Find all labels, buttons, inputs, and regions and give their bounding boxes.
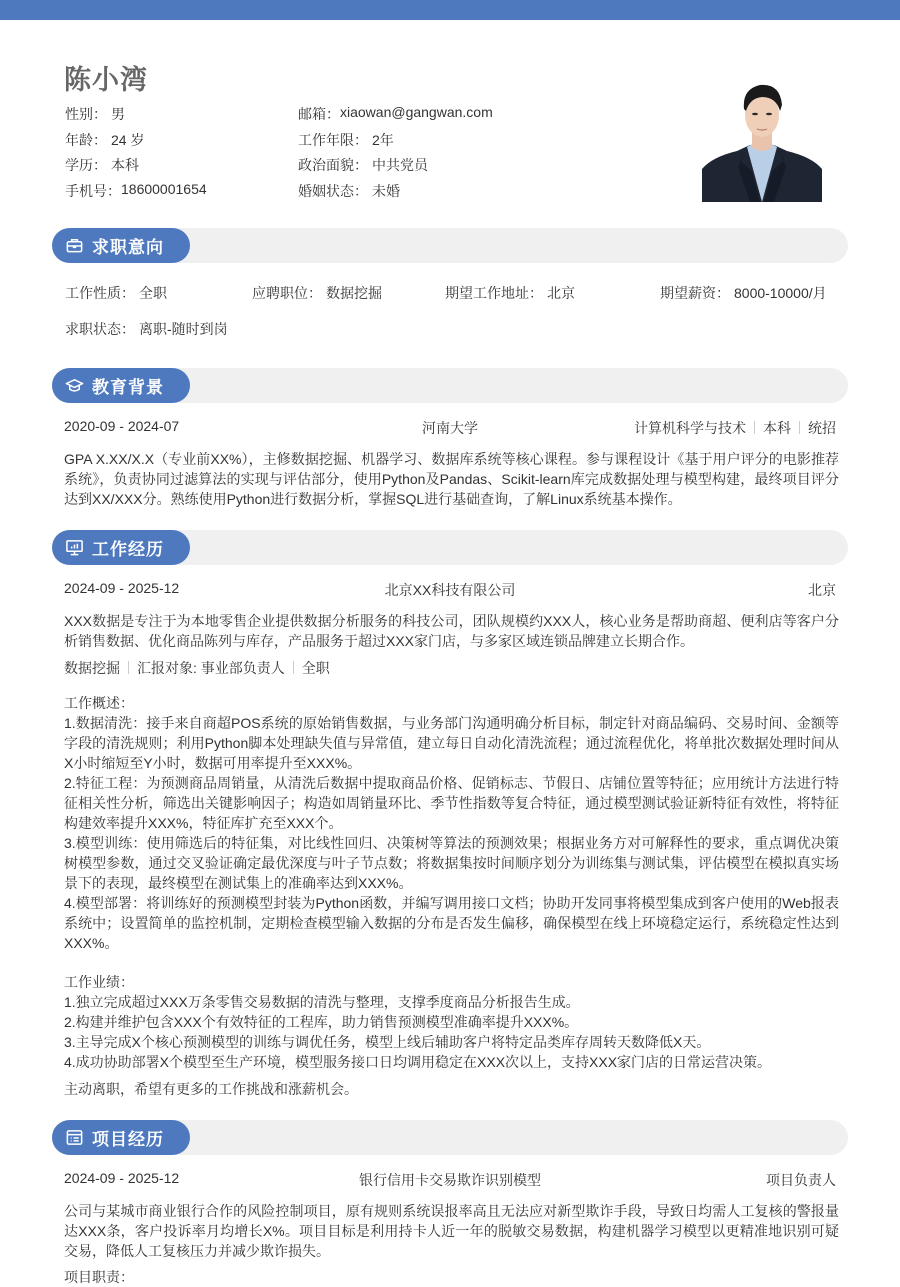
achievement-item: 4.成功协助部署X个模型至生产环境，模型服务接口日均调用稳定在XXX次以上，支持XXX家门店的日常运营决策。	[64, 1054, 772, 1070]
overview-item: 4.模型部署：将训练好的预测模型封装为Python函数，并编写调用接口文档；协助开发同事将模型集成到客户使用的Web报表系统中；设置简单的监控机制，定期检查模型输入数据的分布是否发生偏移，确保模型在线上环境稳定运行，系统稳定性达到XXX%。	[64, 895, 839, 951]
work-location: 北京	[808, 582, 836, 598]
section-title: 求职意向	[92, 238, 164, 257]
age-field: 年龄： 24 岁	[65, 131, 145, 148]
project-name: 银行信用卡交易欺诈识别模型	[359, 1172, 541, 1188]
section-pill	[52, 530, 190, 565]
section-title: 教育背景	[92, 378, 164, 397]
achievement-item: 3.主导完成X个核心预测模型的训练与调优任务，模型上线后辅助客户将特定品类库存周转天数降低X天。	[64, 1034, 711, 1050]
tag-work-type: 全职	[301, 660, 330, 676]
marital-status-field: 婚姻状态： 未婚	[298, 182, 400, 199]
section-header-education	[52, 368, 848, 403]
company-name: 北京XX科技有限公司	[384, 582, 516, 598]
section-header-work	[52, 530, 848, 565]
top-accent-bar	[0, 0, 900, 20]
overview-item: 3.模型训练：使用筛选后的特征集，对比线性回归、决策树等算法的预测效果；根据业务方对可解释性的要求，重点调优决策树模型参数，通过交叉验证确定最优深度与叶子节点数；将数据集按时间顺序划分为训练集与测试集，评估模型在模拟真实场景下的表现，最终模型在测试集上的准确率达到XXX%。	[64, 835, 839, 891]
work-type-field: 工作性质： 全职	[65, 285, 167, 301]
company-description: XXX数据是专注于为本地零售企业提供数据分析服务的科技公司，团队规模约XXX人，核心业务是帮助商超、便利店等客户分析销售数据、优化商品陈列与库存，产品服务于超过XXX家门店，与多家区域连锁品牌建立长期合作。	[64, 613, 839, 649]
political-status-field: 政治面貌： 中共党员	[298, 157, 428, 173]
section-pill	[52, 228, 190, 263]
tag-report-to: 汇报对象: 事业部负责人	[137, 660, 285, 676]
education-period: 2020-09 - 2024-07	[64, 418, 180, 434]
major: 计算机科学与技术	[634, 420, 746, 436]
enrollment-type: 统招	[808, 420, 836, 436]
basic-info	[65, 104, 665, 206]
graduation-cap-icon	[65, 376, 84, 395]
info-row	[65, 104, 665, 130]
project-entry-header	[64, 1170, 836, 1190]
divider	[293, 661, 294, 674]
work-years-field: 工作年限： 2年	[298, 131, 394, 148]
degree: 本科	[763, 420, 791, 436]
project-duties-title: 项目职责：	[64, 1269, 134, 1285]
achievement-item: 1.独立完成超过XXX万条零售交易数据的清洗与整理，支撑季度商品分析报告生成。	[64, 994, 580, 1010]
achievements-title: 工作业绩：	[64, 974, 134, 990]
job-status-field: 求职状态： 离职-随时到岗	[65, 321, 228, 337]
briefcase-icon	[65, 236, 84, 255]
expected-location-field: 期望工作地址： 北京	[445, 285, 575, 301]
education-description: GPA X.XX/X.X（专业前XX%），主修数据挖掘、机器学习、数据库系统等核心课程。参与课程设计《基于用户评分的电影推荐系统》，负责协同过滤算法的实现与评估部分，使用Python及Pandas、Scikit-learn库完成数据处理与模型构建，最终项目评分达到XX/XXX分。熟练使用Python进行数据分析，掌握SQL进行基础查询，了解Linux系统基本操作。	[64, 451, 839, 507]
divider	[754, 421, 755, 434]
project-period: 2024-09 - 2025-12	[64, 1170, 180, 1186]
section-pill	[52, 368, 190, 403]
section-pill	[52, 1120, 190, 1155]
phone-field: 手机号： 18600001654	[65, 180, 207, 199]
work-entry-header	[64, 580, 836, 600]
education-level-field: 学历： 本科	[65, 157, 139, 173]
school-name: 河南大学	[422, 420, 478, 436]
info-row	[65, 130, 665, 156]
list-window-icon	[65, 1128, 84, 1147]
work-tags	[64, 658, 839, 678]
education-details	[634, 418, 836, 438]
section-header-project	[52, 1120, 848, 1155]
section-header-job-intent	[52, 228, 848, 263]
divider	[128, 661, 129, 674]
info-row	[65, 181, 665, 207]
work-overview	[64, 693, 839, 953]
tag-field: 数据挖掘	[64, 660, 120, 676]
section-title: 工作经历	[92, 540, 164, 559]
overview-item: 2.特征工程：为预测商品周销量，从清洗后数据中提取商品价格、促销标志、节假日、店铺位置等特征；应用统计方法进行特征相关性分析，筛选出关键影响因子；构造如周销量环比、季节性指数等复合特征，通过模型测试验证新特征有效性，将特征构建效率提升XXX%，特征库扩充至XXX个。	[64, 775, 839, 831]
work-period: 2024-09 - 2025-12	[64, 580, 180, 596]
work-achievements	[64, 972, 839, 1072]
leave-reason: 主动离职，希望有更多的工作挑战和涨薪机会。	[64, 1081, 358, 1097]
education-entry-header	[64, 418, 836, 438]
project-role: 项目负责人	[766, 1172, 836, 1188]
section-title: 项目经历	[92, 1130, 164, 1149]
divider	[799, 421, 800, 434]
profile-photo	[702, 71, 822, 202]
achievement-item: 2.构建并维护包含XXX个有效特征的工程库，助力销售预测模型准确率提升XXX%。	[64, 1014, 579, 1030]
overview-title: 工作概述：	[64, 695, 134, 711]
position-field: 应聘职位： 数据挖掘	[252, 285, 382, 301]
monitor-chart-icon	[65, 538, 84, 557]
info-row	[65, 155, 665, 181]
gender-field: 性别： 男	[65, 106, 125, 122]
email-field: 邮箱： xiaowan@gangwan.com	[298, 104, 493, 122]
project-description: 公司与某城市商业银行合作的风险控制项目，原有规则系统误报率高且无法应对新型欺诈手段，导致日均需人工复核的警报量达XXX条，客户投诉率月均增长X%。项目目标是利用持卡人近一年的脱敏交易数据，构建机器学习模型以更精准地识别可疑交易，降低人工复核压力并减少欺诈损失。	[64, 1203, 839, 1259]
overview-item: 1.数据清洗：接手来自商超POS系统的原始销售数据，与业务部门沟通明确分析目标，制定针对商品编码、交易时间、金额等字段的清洗规则；利用Python脚本处理缺失值与异常值，建立每日自动化清洗流程；通过流程优化，将单批次数据处理时间从X小时缩短至Y小时，数据可用率提升至XXX%。	[64, 715, 839, 771]
candidate-name: 陈小湾	[64, 65, 148, 95]
expected-salary-field: 期望薪资： 8000-10000/月	[660, 285, 827, 301]
